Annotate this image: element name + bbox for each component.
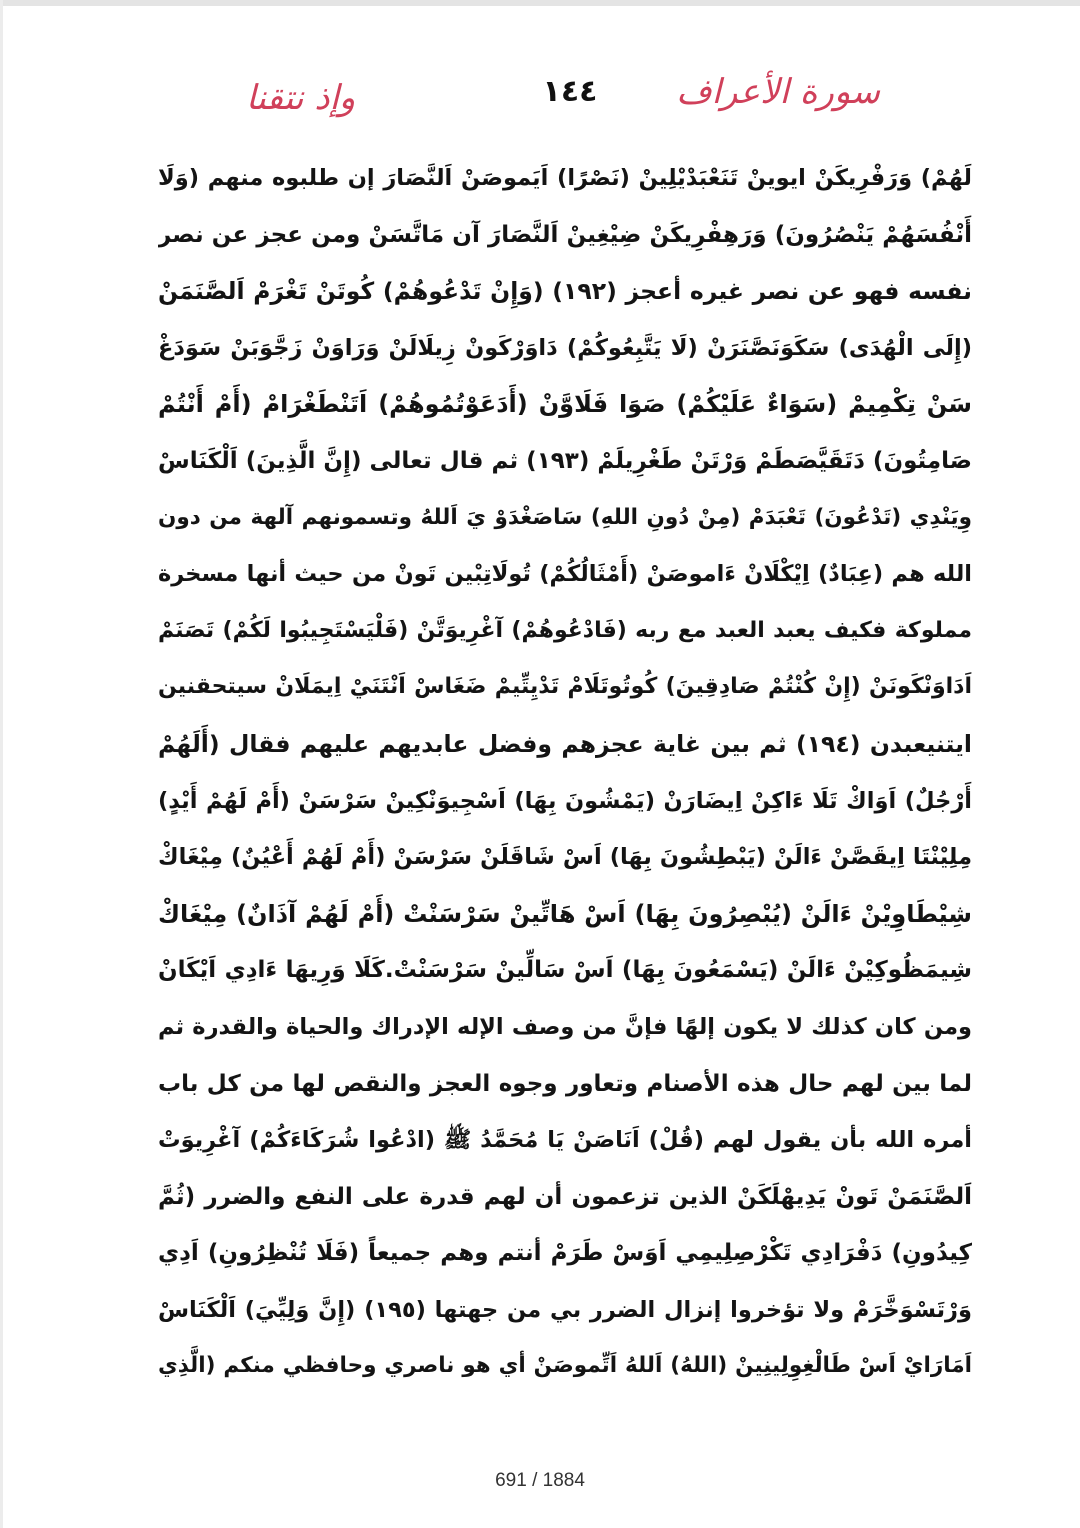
- text-line: اَلصَّنَمَنْ تَونْ يَدِيهْلَكَنْ الذين تزعمون أن لهم قدرة على النفع والضرر (ثُمَّ: [158, 1183, 972, 1210]
- text-line: (إِلَى الْهُدَى) سَكَوَنَصَّنَرَنْ (لَا يَتَّبِعُوكُمْ) دَاوَرْكَونْ زِيلَالَنْ وَرَاوَنْ زَجَّوَبَنْ سَوَدَغْ: [158, 334, 972, 361]
- text-line: اَمَارَايْ اَسْ طَالْغِوِلِينِينْ (اللهُ) اَللهُ اَتِّموصَنْ أي هو ناصري وحافظي منكم (الَّذِي: [158, 1353, 972, 1379]
- text-line: شِيْطَاوِيْنْ ءَالَنْ (يُبْصِرُونَ بِهَا) اَسْ هَاتِّينْ سَرْسَنْتْ (أَمْ لَهُمْ آذَانٌ) مِيْغَاكْ: [158, 899, 972, 928]
- text-line: وَرْتَسْوَخَّرَمْ ولا تؤخروا إنزال الضرر بي من جهتها (١٩٥) (إِنَّ وَلِيِّيَ) اَلْكَنَاسْ: [158, 1296, 972, 1323]
- text-line: اَدَاوَنْكَونَنْ (إِنْ كُنْتُمْ صَادِقِينَ) كُوتُوتَلَامْ تَدْيِتِّيمْ ضَغَاسْ اَنْتَنَيْ اِيمَلَانْ سيتحقنين: [158, 674, 972, 700]
- text-line: ايتنيعبدن (١٩٤) ثم بين غاية عجزهم وفضل عابديهم عليهم فقال (أَلَهُمْ: [158, 729, 972, 758]
- text-line: الله هم (عِبَادٌ) اِيْكْلَانْ ءَاموصَنْ (أَمْثَالُكُمْ) تُولَاتِبْين تَونْ من حيث أنها مسخرة: [158, 561, 972, 588]
- text-line: كِيدُونِ) دَفْرَادِي تَكْرْصِلِيمِي اَوَسْ طَرَمْ أنتم وهم جميعاً (فَلَا تُنْظِرُونِ) اَدِي: [158, 1240, 972, 1267]
- text-line: صَامِتُونَ) دَتَقَيَّصَطَمْ وَرْتَنْ طَغْرِيلَمْ (١٩٣) ثم قال تعالى (إِنَّ الَّذِينَ) اَلْكَنَاسْ: [158, 447, 972, 474]
- text-line: مِلِيْنْتَا اِيقَصَّنْ ءَالَنْ (يَبْطِشُونَ بِهَا) اَسْ شَاقَلَنْ سَرْسَنْ (أَمْ لَهُمْ أَعْيُنٌ) مِيْغَاكْ: [158, 844, 972, 871]
- book-page-number: ١٤٤: [542, 74, 598, 109]
- surah-handwritten-note: سورة الأعراف: [676, 72, 880, 112]
- text-line: وِيَنْدِي (تَدْعُونَ) تَعْبَدَمْ (مِنْ دُونِ اللهِ) سَاصَغْدَوْ يَ اَللهُ وتسمونهم آلهة من دون: [158, 504, 972, 530]
- text-line: أَرْجُلٌ) اَوَاكْ تَلَا ءَاكِنْ اِيضَارَنْ (يَمْشُونَ بِهَا) اَسْجِيوَنْكِينْ سَرْسَنْ (أَمْ لَهُمْ أَيْدٍ): [158, 787, 972, 814]
- text-line: لما بين لهم حال هذه الأصنام وتعاور وجوه العجز والنقص لها من كل باب: [158, 1070, 972, 1097]
- text-line: سَنْ تِكْمِيمْ (سَوَاءٌ عَلَيْكُمْ) صَوَا فَلَاوَّنْ (أَدَعَوْتُمُوهُمْ) اَتَنْطَغْرَامْ (أَمْ أَنْتُمْ: [158, 390, 972, 419]
- text-line: مملوكة فكيف يعبد العبد مع ربه (فَادْعُوهُمْ) آغْرِيوَتَّنْ (فَلْيَسْتَجِيبُوا لَكُمْ) تَصَنَمْ: [158, 617, 972, 643]
- scan-top-edge: [0, 0, 1080, 6]
- page-header: [160, 66, 970, 136]
- text-line: شِيمَظُوكِيْنْ ءَالَنْ (يَسْمَعُونَ بِهَا) اَسْ سَالِّينْ سَرْسَنْتْ.كَلَا وَرِيهَا ءَادِي اَيْكَانْ: [158, 957, 972, 984]
- text-line: لَهُمْ) وَرَفْرِيكَنْ ايوينْ تَنَعْبَدْيْلِينْ (نَصْرًا) اَيَموصَنْ اَلنَّصَارَ إن طلبوه منهم (وَلَا: [158, 165, 972, 191]
- pdf-page-indicator: 691 / 1884: [495, 1470, 585, 1491]
- text-line: أَنْفُسَهُمْ يَنْصُرُونَ) وَرَهِفْرِيكَنْ ضِيْغِينْ اَلنَّصَارَ آن مَاتَّسَنْ ومن عجز عن نصر: [158, 221, 972, 248]
- tafsir-body-text: [158, 150, 972, 1395]
- text-line: أمره الله بأن يقول لهم (قُلْ) اَنَاصَنْ يَا مُحَمَّدُ ﷺ (ادْعُوا شُرَكَاءَكُمْ) آغْرِيوَتْ: [158, 1127, 972, 1154]
- scan-left-edge: [0, 0, 3, 1528]
- text-line: نفسه فهو عن نصر غيره أعجز (١٩٢) (وَإِنْ تَدْعُوهُمْ) كُوتَنْ تَغْرَمْ اَلصَّنَمَنْ: [158, 277, 972, 306]
- verse-handwritten-note: وإذ نتقنا: [246, 78, 356, 118]
- text-line: ومن كان كذلك لا يكون إلهًا فإنَّ من وصف الإله الإدراك والحياة والقدرة ثم: [158, 1013, 972, 1040]
